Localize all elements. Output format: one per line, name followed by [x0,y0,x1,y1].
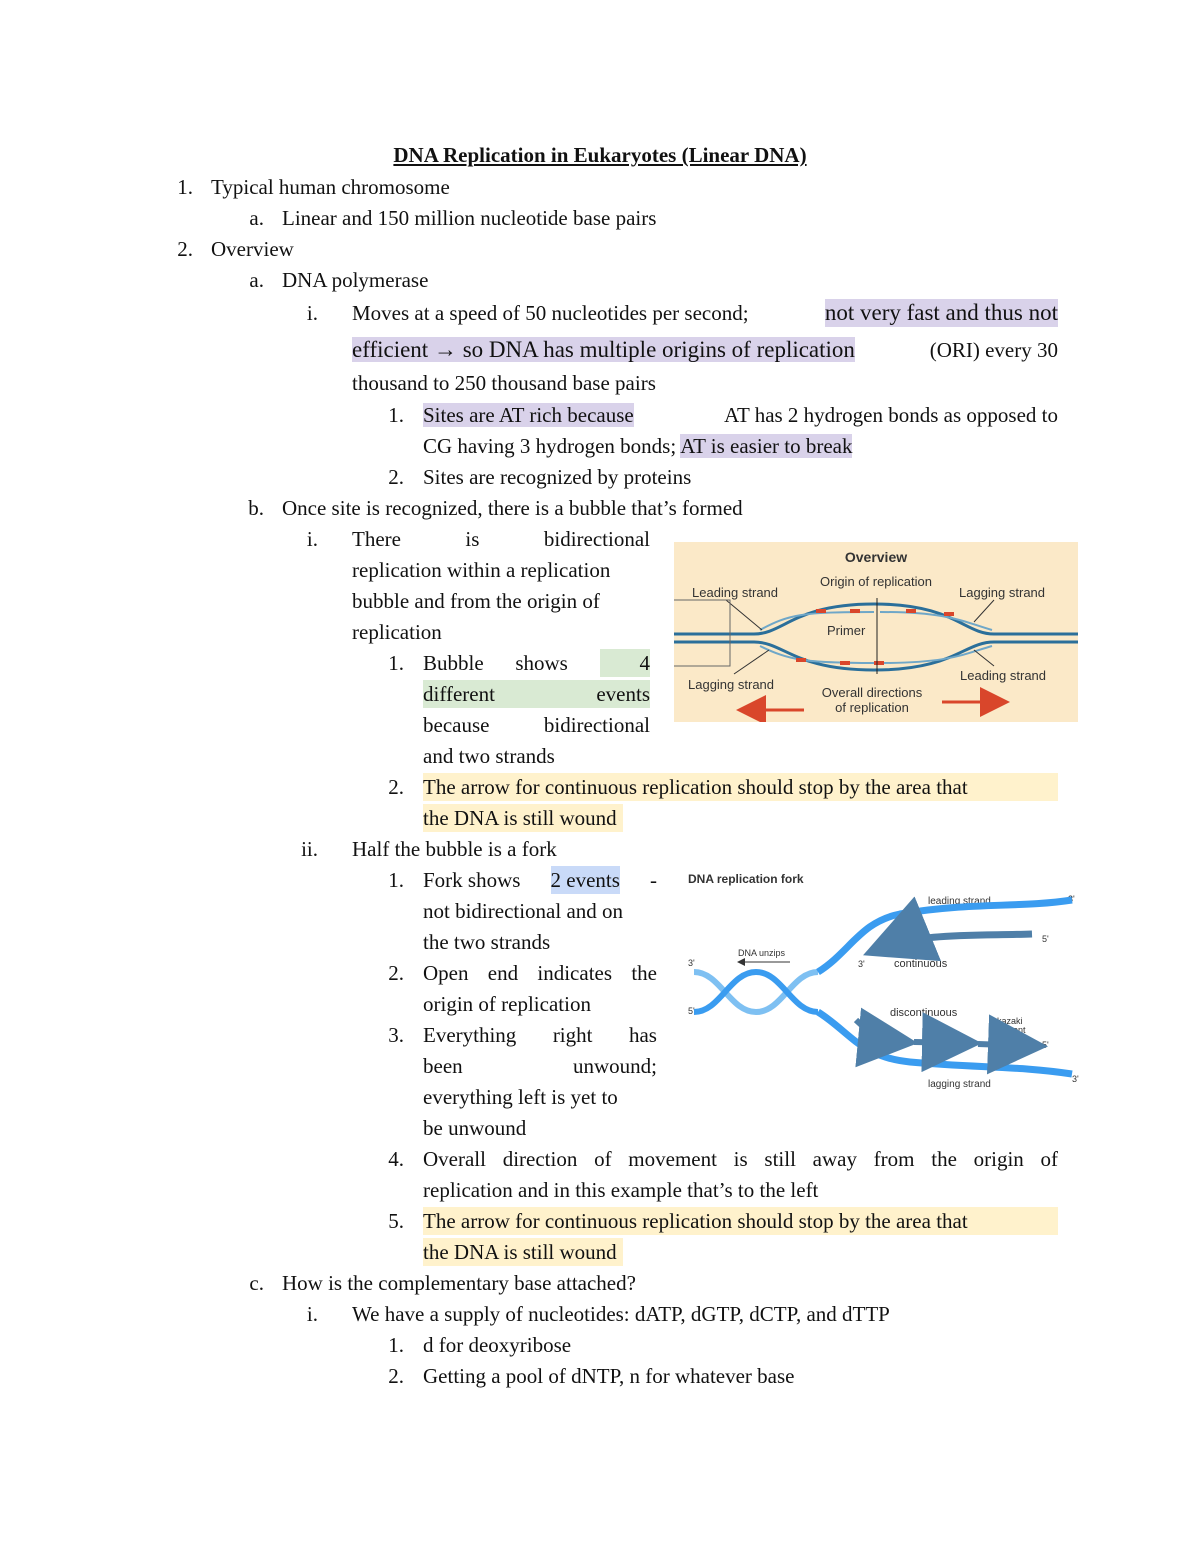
list-marker: a. [249,206,264,230]
outline-item [423,649,650,677]
primer-mark [944,612,954,616]
outline-item: Half the bubble is a fork [352,837,557,861]
figure-label: leading strand [928,896,991,907]
leader-line [734,650,769,674]
figure-heading: DNA replication fork [688,872,804,886]
outline-item: DNA polymerase [282,268,429,292]
word: There [352,527,401,551]
word: Bubble [423,651,484,675]
highlighted-text: Sites are AT rich because [423,403,634,427]
list-marker: 2. [388,775,404,799]
okazaki-fragment [978,1044,1036,1046]
figure-label: Lagging strand [688,677,775,692]
text-run: CG having 3 hydrogen bonds; [423,434,677,458]
outline-item [423,432,852,460]
primer-mark [850,609,860,613]
leader-line [974,600,994,622]
list-marker: ii. [301,837,318,861]
highlighted-text: efficient → so DNA has multiple origins of replication [352,337,855,362]
word: end [487,961,519,985]
leader-line [726,600,762,630]
list-marker: 1. [388,403,404,427]
outline-item: Overall direction of movement is still away from the origin of [423,1147,1058,1171]
okazaki-fragment [914,1042,970,1043]
list-marker: 4. [388,1147,404,1171]
highlighted-text: 4 [600,649,651,677]
primer-mark [796,658,806,662]
word: unwound; [573,1054,657,1078]
list-marker: b. [248,496,264,520]
list-marker: 2. [177,237,193,261]
word: the [631,961,657,985]
replication-fork-diagram [680,862,1100,1102]
highlighted-text [423,680,650,708]
list-marker: i. [306,1302,318,1326]
primer-mark [816,609,826,613]
highlighted-text: AT is easier to break [680,434,853,458]
continuous-arrow [876,934,1032,950]
outline-item: replication [352,620,442,644]
outline-item: and two strands [423,744,555,768]
outline-item: replication and in this example that’s to the left [423,1178,819,1202]
figure-label: okazaki [992,1016,1023,1026]
list-marker: i. [306,527,318,551]
figure-label: Primer [827,623,866,638]
word: Everything [423,1023,517,1047]
leader-line [974,650,994,666]
highlighted-text: the DNA is still wound [423,804,623,832]
list-marker: 1. [388,868,404,892]
replication-bubble-figure [674,542,1078,722]
outline-item: replication within a replication [352,558,611,582]
figure-label: Overall directions [821,685,923,700]
word: Fork shows [423,868,521,892]
word: bidirectional [543,713,650,737]
outline-item: Once site is recognized, there is a bubble that’s formed [282,496,743,520]
outline-item [423,1052,657,1080]
word: - [650,868,657,892]
list-marker: a. [249,268,264,292]
figure-label: fragment [990,1025,1026,1035]
replication-fork-figure [680,862,1100,1102]
outline-item [423,1021,657,1049]
outline-item: We have a supply of nucleotides: dATP, dGTP, dCTP, and dTTP [352,1302,890,1326]
replication-bubble-diagram [674,542,1078,722]
primer-mark [874,661,884,665]
list-marker: c. [249,1271,264,1295]
outline-item: Sites are recognized by proteins [423,465,692,489]
figure-label: Origin of replication [820,574,932,589]
outline-item [352,336,1058,364]
list-marker: 1. [388,1333,404,1357]
strand-end-label: 3' [1072,1074,1079,1084]
outline-item: origin of replication [423,992,591,1016]
text-run: Moves at a speed of 50 nucleotides per second; [352,301,749,325]
highlighted-text: The arrow for continuous replication should stop by the area that [423,1207,1058,1235]
outline-item: be unwound [423,1116,527,1140]
text-run: AT has 2 hydrogen bonds as opposed to [724,403,1058,427]
word: bidirectional [543,527,650,551]
strand-end-label: 5' [1042,1040,1049,1050]
figure-label: Leading strand [960,668,1047,683]
highlighted-text: The arrow for continuous replication should stop by the area that [423,773,1058,801]
strand-end-label: 3' [688,958,695,968]
figure-label: DNA unzips [738,948,786,958]
highlighted-text: 2 events [550,868,620,892]
figure-label: of replication [835,700,909,715]
dna-strand-bottom [674,642,1078,670]
new-strand [880,646,992,663]
outline-item [352,299,1058,327]
figure-label: Leading strand [692,585,779,600]
okazaki-fragment [856,1020,906,1042]
word: right [552,1023,593,1047]
list-marker: 2. [388,961,404,985]
figure-label: discontinuous [890,1007,958,1019]
figure-label: Lagging strand [959,585,1046,600]
outline-item [423,711,650,739]
strand-end-label: 5' [688,1006,695,1016]
highlighted-text: the DNA is still wound [423,1238,623,1266]
primer-mark [840,661,850,665]
primer-mark [906,609,916,613]
list-marker: 1. [388,651,404,675]
outline-item: the two strands [423,930,551,954]
strand-end-label: 3' [1068,894,1075,904]
word: different [423,682,495,706]
outline-item: everything left is yet to [423,1085,618,1109]
list-marker: 3. [388,1023,404,1047]
outline-item: Overview [211,237,294,261]
highlighted-text: not very fast and thus not [824,300,1058,325]
list-marker: i. [306,301,318,325]
outline-item: Linear and 150 million nucleotide base pairs [282,206,657,230]
figure-label: continuous [894,958,948,970]
list-marker: 5. [388,1209,404,1233]
list-marker: 2. [388,1364,404,1388]
outline-item [423,866,657,894]
word: shows [515,651,568,675]
strand-end-label: 5' [1042,934,1049,944]
outline-item [423,401,1058,429]
outline-item [352,525,650,553]
list-marker: 1. [177,175,193,199]
outline-item: Getting a pool of dNTP, n for whatever base [423,1364,795,1388]
text-run: (ORI) every 30 [929,338,1058,362]
figure-heading: Overview [844,549,908,565]
word: events [596,682,650,706]
dna-strand-top [674,604,1078,634]
outline-item: Typical human chromosome [211,175,450,199]
outline-item: d for deoxyribose [423,1333,572,1357]
outline-item: How is the complementary base attached? [282,1271,636,1295]
word: indicates [537,961,613,985]
outline-item [423,959,657,987]
word: has [628,1023,657,1047]
word: because [423,713,490,737]
outline-item: bubble and from the origin of [352,589,600,613]
outline-item: not bidirectional and on [423,899,624,923]
figure-label: lagging strand [928,1079,991,1090]
word: Open [423,961,469,985]
word: been [423,1054,463,1078]
list-marker: 2. [388,465,404,489]
strand-end-label: 3' [858,959,865,969]
outline-item: thousand to 250 thousand base pairs [352,371,656,395]
word: is [465,527,480,551]
page-title: DNA Replication in Eukaryotes (Linear DNA) [393,143,807,167]
